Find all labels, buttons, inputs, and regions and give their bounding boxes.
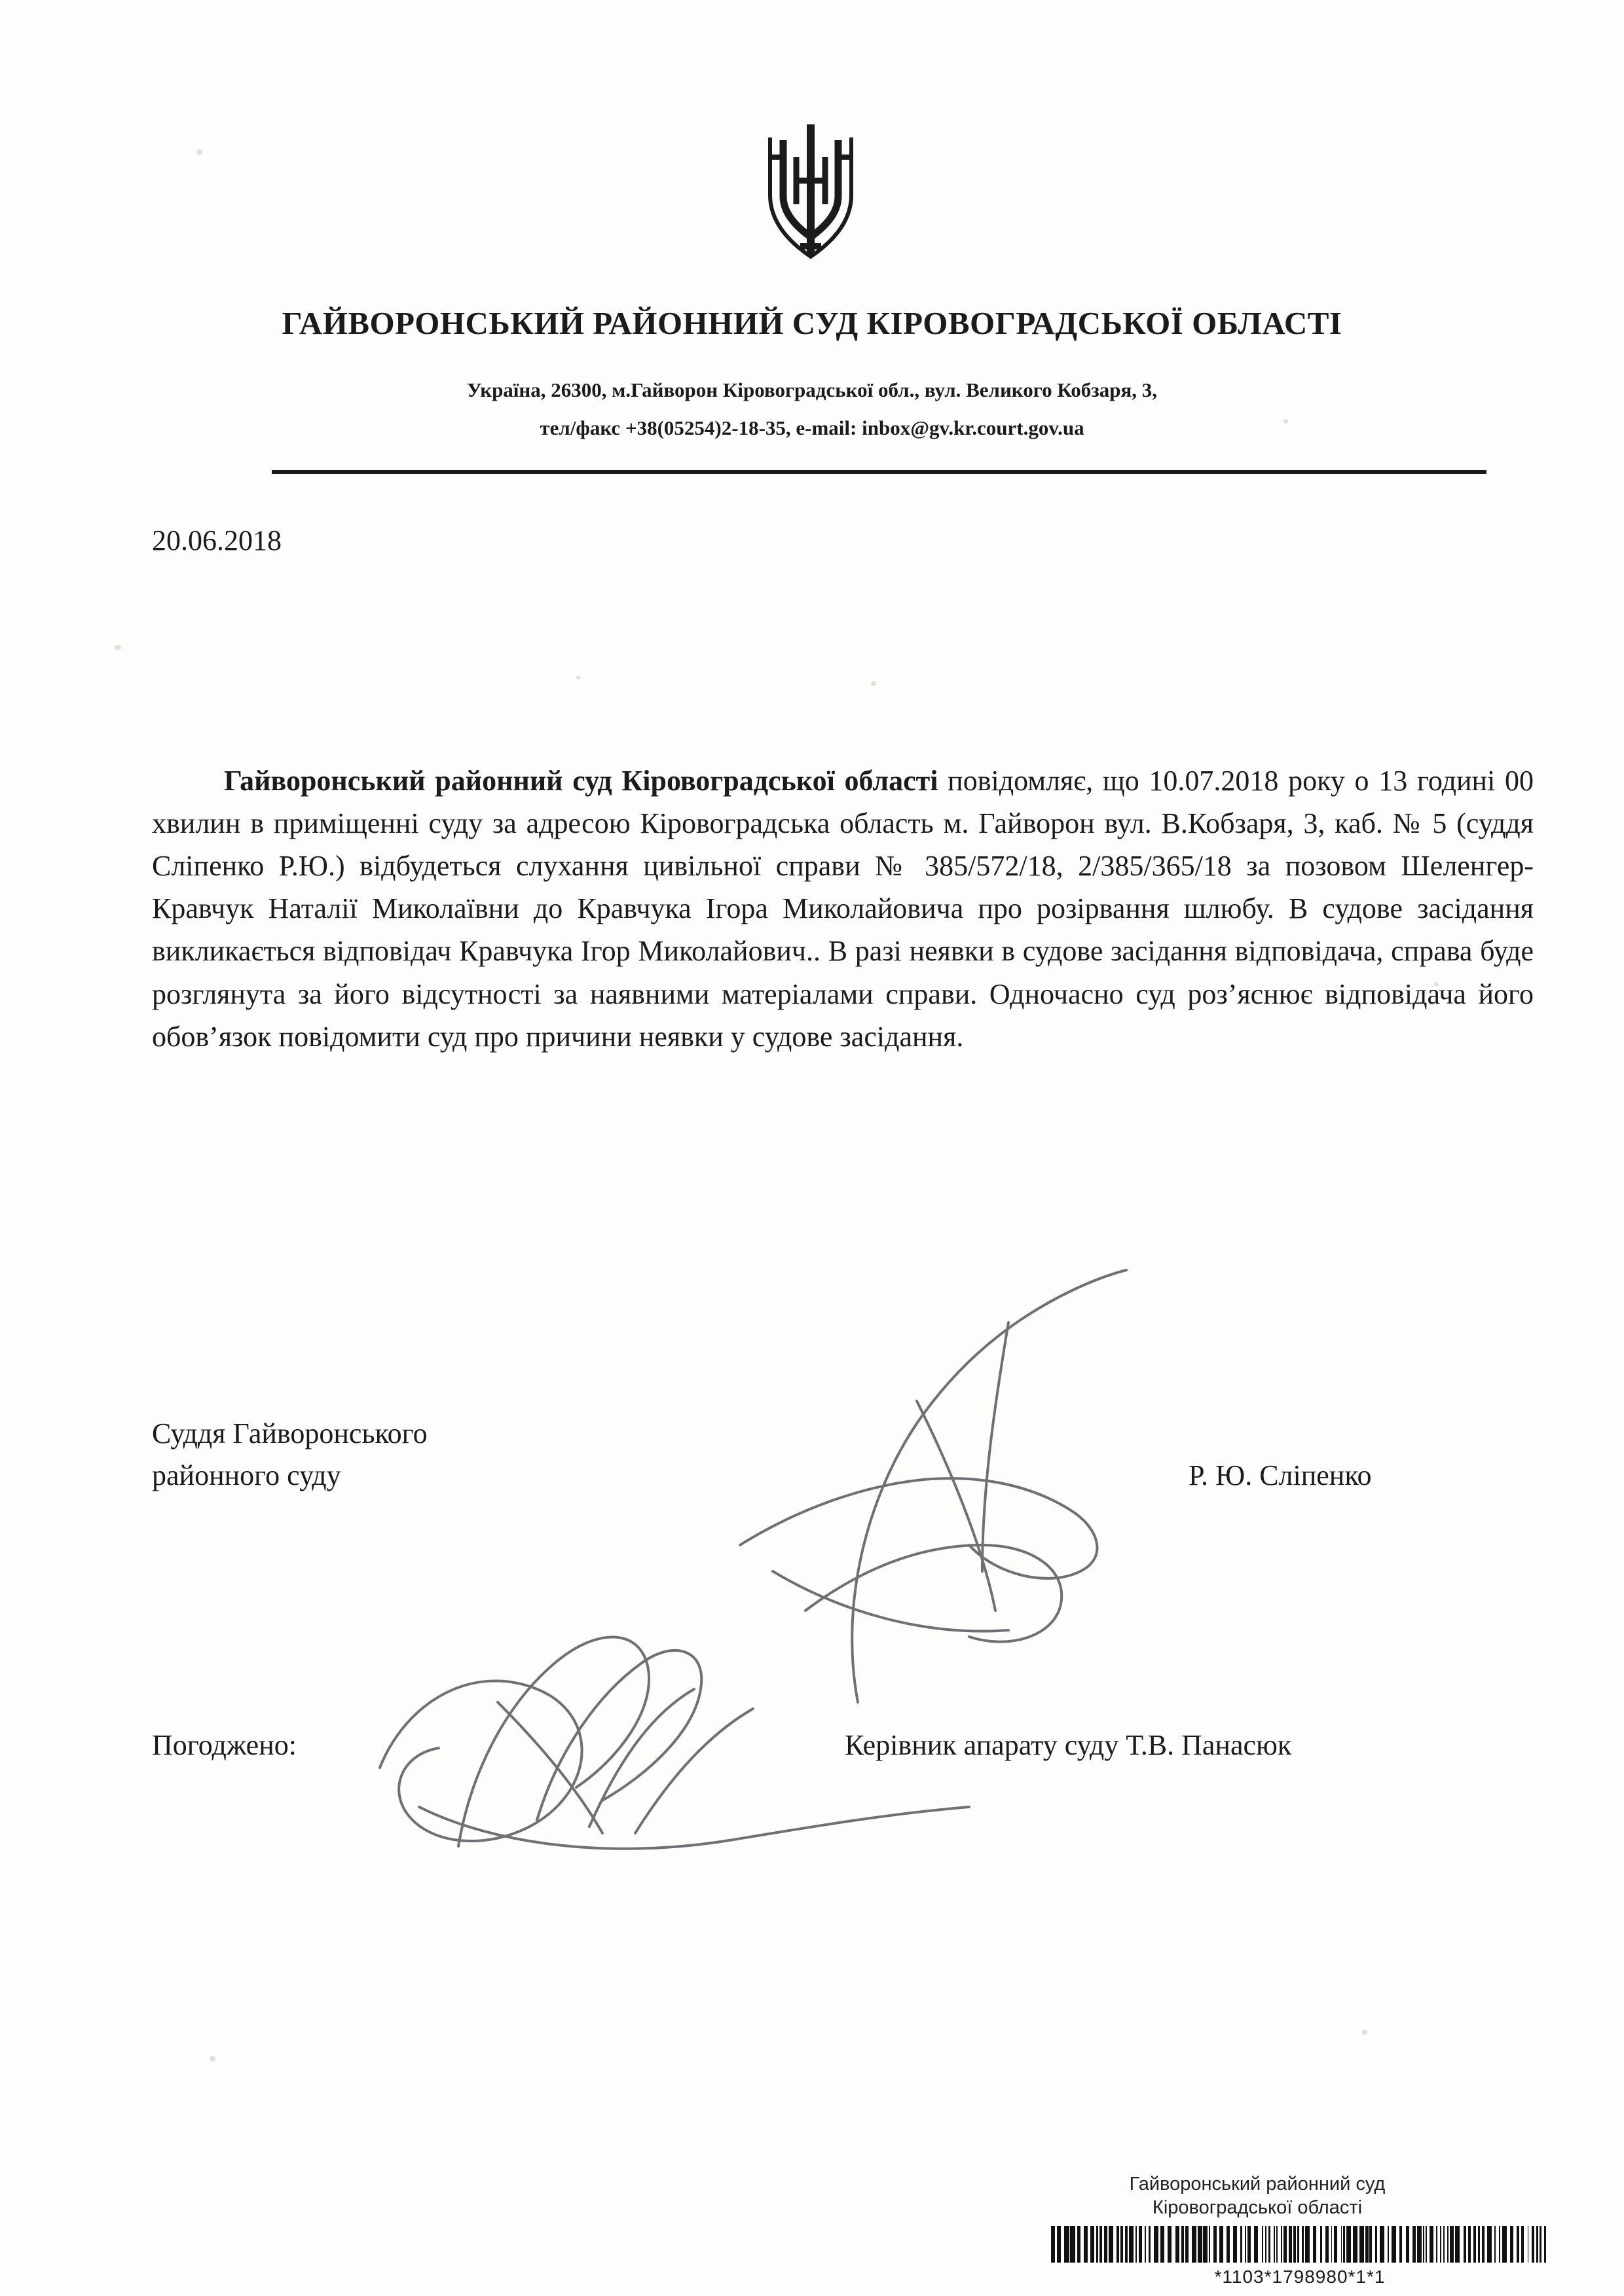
barcode [1051, 2226, 1549, 2263]
barcode-text: *1103*1798980*1*1 [1214, 2267, 1386, 2287]
body-lead: Гайворонський районний суд Кіровоградської області [224, 765, 938, 797]
signature-role-line-2: районного суду [152, 1459, 341, 1491]
court-title: ГАЙВОРОНСЬКИЙ РАЙОННИЙ СУД КІРОВОГРАДСЬКОЇ ОБЛАСТІ [282, 305, 1342, 341]
signature-role [152, 1413, 428, 1497]
approved-by-name: Керівник апарату суду Т.В. Панасюк [845, 1729, 1292, 1761]
ukraine-trident-emblem [752, 118, 870, 268]
document-date: 20.06.2018 [152, 524, 282, 556]
footer-stamp [963, 2172, 1552, 2220]
judge-signature-mark [642, 1205, 1231, 1728]
header-divider [272, 470, 1486, 474]
court-address-line-1: Україна, 26300, м.Гайворон Кіровоградської обл., вул. Великого Кобзаря, 3, [467, 378, 1157, 401]
judge-name: Р. Ю. Сліпенко [1189, 1459, 1372, 1491]
footer-stamp-line-2: Кіровоградської області [1152, 2197, 1363, 2219]
signature-role-line-1: Суддя Гайворонського [152, 1417, 428, 1449]
body-text: повідомляє, що 10.07.2018 року о 13 годині 00 хвилин в приміщенні суду за адресою Кіровоградська область м. Гайворон вул. В.Кобзаря, 3, каб. № 5 (суддя Сліпенко Р.Ю.) відбудеться слухання цивільної справи № 385/572/18, 2/385/365/18 за позовом Шеленгер-Кравчук Наталії Миколаївни до Кравчука Ігора Миколайовича про розірвання шлюбу. В судове засідання викликається відповідач Кравчука Ігор Миколайович.. В разі неявки в судове засідання відповідача, справа буде розглянута за його відсутності за наявними матеріалами справи. Одночасно суд роз’яснює відповідача його обов’язок повідомити суд про причини неявки у судове засідання. [152, 765, 1534, 1053]
scan-speck [576, 676, 580, 680]
approved-label: Погоджено: [152, 1729, 297, 1761]
court-contact-line: тел/факс +38(05254)2-18-35, e-mail: inbox@gv.kr.court.gov.ua [540, 416, 1084, 439]
scan-speck [115, 645, 121, 650]
footer-stamp-line-1: Гайворонський районний суд [1129, 2174, 1386, 2195]
scan-speck [196, 149, 202, 155]
document-body [152, 759, 1534, 1058]
scan-speck [871, 681, 876, 686]
scan-speck [210, 2056, 215, 2062]
scan-speck [1362, 2030, 1367, 2035]
